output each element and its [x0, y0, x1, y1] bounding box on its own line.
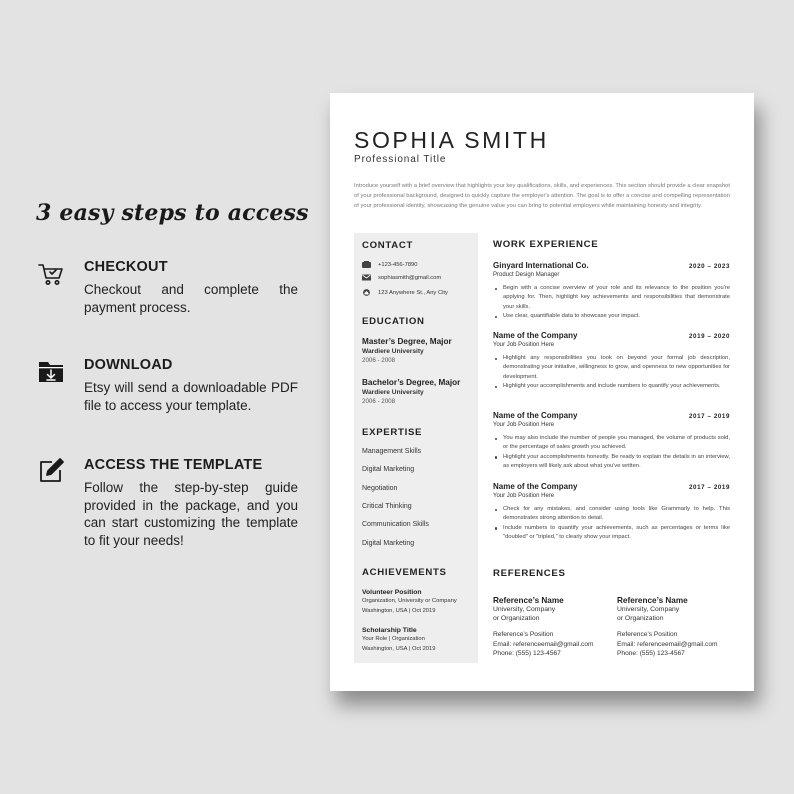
education-heading: EDUCATION — [362, 316, 425, 327]
job-entry — [493, 331, 730, 392]
achievements-heading: ACHIEVEMENTS — [362, 567, 447, 578]
job-entry — [493, 482, 730, 543]
education-years: 2006 - 2008 — [362, 398, 396, 405]
contact-phone-text: +123-456-7890 — [378, 261, 418, 268]
expertise-item: Critical Thinking — [362, 503, 412, 510]
job-dates: 2020 – 2023 — [688, 263, 730, 270]
contact-address-text: 123 Anywhere St., Any City — [378, 289, 448, 296]
email-icon — [362, 274, 371, 281]
resume-title: Professional Title — [354, 154, 447, 165]
step-body: Follow the step-by-step guide provided in the package, and you can start customizing the template to fit your needs! — [84, 480, 298, 548]
job-bullet: Include numbers to quantify your achievements, such as percentages or terms like "doubled" or "tripled," to clearly show your impact. — [493, 524, 730, 543]
reference-org: University, Company — [617, 606, 680, 613]
job-role: Your Job Position Here — [493, 342, 555, 348]
references-heading: REFERENCES — [493, 568, 566, 579]
job-dates: 2019 – 2020 — [688, 333, 730, 340]
job-dates: 2017 – 2019 — [688, 413, 730, 420]
contact-address — [362, 289, 448, 296]
job-bullet: You may also include the number of people you managed, the volume of products sold, or the percentage of sales growth you achieved. — [493, 434, 730, 453]
reference-position: Reference’s Position — [617, 631, 678, 639]
contact-email — [362, 274, 441, 281]
job-role: Your Job Position Here — [493, 422, 555, 428]
reference-org: or Organization — [493, 614, 540, 622]
job-bullet: Check for any mistakes, and consider using tools like Grammarly to help. This demonstrates strong attention to detail. — [493, 505, 730, 524]
job-entry — [493, 261, 730, 322]
education-item — [362, 378, 476, 406]
step-download — [36, 356, 298, 414]
step-title: CHECKOUT — [84, 259, 168, 275]
education-school: Wardiere University — [362, 348, 424, 355]
education-item — [362, 337, 476, 365]
expertise-heading: EXPERTISE — [362, 427, 423, 438]
promo-headline: 3 easy steps to access — [36, 200, 309, 226]
step-title: ACCESS THE TEMPLATE — [84, 457, 263, 473]
expertise-item: Digital Marketing — [362, 466, 415, 473]
step-checkout — [36, 258, 298, 316]
achievement-org: Organization, University or Company — [362, 598, 457, 604]
reference-position: Reference’s Position — [493, 631, 554, 639]
contact-phone — [362, 261, 418, 268]
step-title: DOWNLOAD — [84, 357, 173, 373]
reference-org: University, Company — [493, 606, 556, 613]
education-years: 2006 - 2008 — [362, 357, 396, 364]
reference-org: or Organization — [617, 614, 664, 622]
job-company: Name of the Company — [493, 331, 578, 340]
job-bullet: Use clear, quantifiable data to showcase your impact. — [493, 312, 730, 321]
cart-icon — [36, 258, 66, 288]
expertise-item: Digital Marketing — [362, 540, 415, 547]
achievement-item — [362, 626, 476, 654]
reference-name: Reference’s Name — [493, 596, 564, 605]
edit-icon — [36, 456, 66, 486]
reference-item — [493, 596, 611, 658]
reference-email: Email: referenceemail@gmail.com — [617, 640, 718, 648]
reference-phone: Phone: (555) 123-4567 — [617, 650, 685, 657]
job-entry — [493, 411, 730, 472]
achievement-org: Your Role | Organization — [362, 636, 425, 642]
contact-heading: CONTACT — [362, 240, 414, 251]
education-degree: Master’s Degree, Major — [362, 337, 452, 346]
job-bullet: Begin with a concise overview of your role and its relevance to the position you're applying for. Then, highlight key achievements and responsibilities that demonstrate your skills. — [493, 284, 730, 312]
step-access-template — [36, 456, 298, 549]
achievement-location: Washington, USA | Oct 2019 — [362, 607, 436, 614]
job-company: Ginyard International Co. — [493, 261, 589, 270]
resume-sidebar — [354, 233, 478, 663]
resume-sheet — [330, 93, 754, 691]
job-dates: 2017 – 2019 — [688, 484, 730, 491]
achievement-title: Scholarship Title — [362, 627, 417, 634]
job-company: Name of the Company — [493, 482, 578, 491]
reference-name: Reference’s Name — [617, 596, 688, 605]
achievement-item — [362, 588, 476, 616]
work-experience-heading: WORK EXPERIENCE — [493, 239, 599, 250]
resume-name: SOPHIA SMITH — [354, 127, 549, 153]
job-role: Your Job Position Here — [493, 493, 555, 499]
achievement-title: Volunteer Position — [362, 589, 422, 596]
achievement-location: Washington, USA | Oct 2019 — [362, 645, 436, 652]
resume-intro: Introduce yourself with a brief overview that highlights your key qualifications, skills, and experiences. This section should provide a clear snapshot of your professional background, designed to quickly capture the employer's attention. The goal is to offer a concise and compelling representation of your professional identity, showcasing the genuine value you can bring to potential employers while maintaining honesty and integrity. — [354, 183, 730, 209]
step-body: Checkout and complete the payment process. — [84, 282, 298, 315]
step-body: Etsy will send a downloadable PDF file to access your template. — [84, 380, 298, 413]
reference-phone: Phone: (555) 123-4567 — [493, 650, 561, 657]
home-icon — [362, 289, 371, 296]
job-bullet: Highlight your accomplishments honestly. Be ready to explain the details in an interview, as employers will likely ask about what you've written. — [493, 453, 730, 472]
job-bullet: Highlight your accomplishments and include numbers to quantify your achievements. — [493, 382, 730, 391]
education-degree: Bachelor’s Degree, Major — [362, 378, 461, 387]
education-school: Wardiere University — [362, 389, 424, 396]
download-folder-icon — [36, 356, 66, 386]
phone-icon — [362, 261, 371, 268]
expertise-item: Communication Skills — [362, 521, 429, 528]
expertise-item: Management Skills — [362, 448, 422, 455]
expertise-item: Negotiation — [362, 485, 398, 492]
job-role: Product Design Manager — [493, 272, 560, 278]
contact-email-text: sophiasmith@gmail.com — [378, 274, 442, 281]
reference-item — [617, 596, 735, 658]
job-company: Name of the Company — [493, 411, 578, 420]
job-bullet: Highlight any responsibilities you took on beyond your formal job description, demonstrating your initiative, willingness to grow, and openness to new opportunities for development. — [493, 354, 730, 382]
reference-email: Email: referenceemail@gmail.com — [493, 640, 594, 648]
